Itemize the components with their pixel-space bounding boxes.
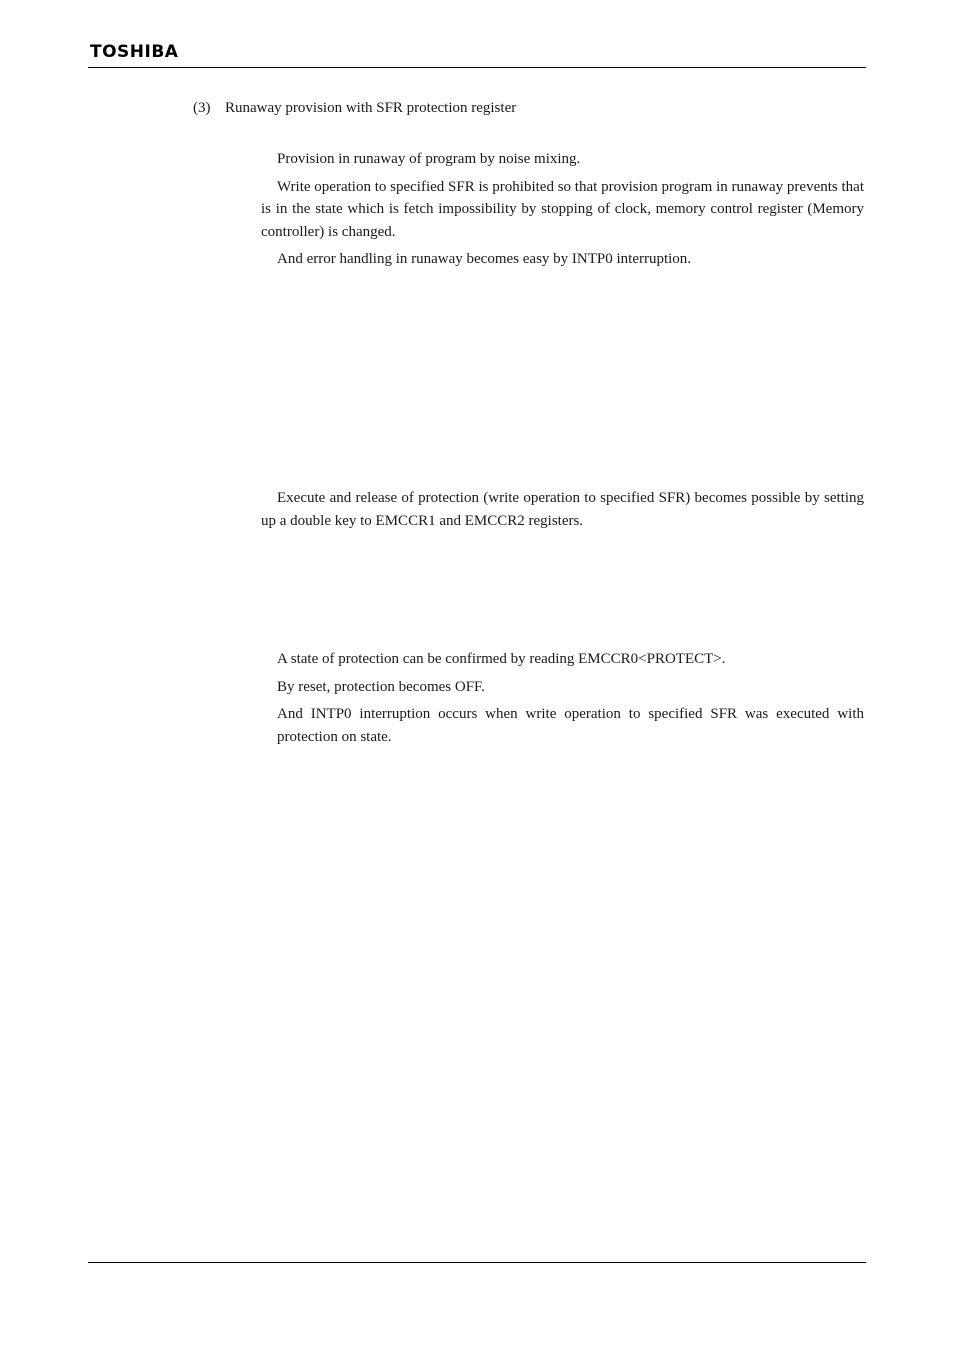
paragraph: Write operation to specified SFR is prohibited so that provision program in runaway prevents that is in the state which is fetch impossibility by stopping of clock, memory control register (Memory controller) is changed. xyxy=(261,178,864,240)
paragraph: Provision in runaway of program by noise mixing. xyxy=(277,151,581,167)
paragraph: Execute and release of protection (write operation to specified SFR) becomes possible by setting up a double key to EMCCR1 and EMCCR2 registers. xyxy=(261,490,864,529)
section-number: (3) xyxy=(193,100,211,116)
section-title: Runaway provision with SFR protection register xyxy=(225,100,517,116)
paragraph: And INTP0 interruption occurs when write operation to specified SFR was executed with protection on state. xyxy=(277,706,864,745)
paragraph: A state of protection can be confirmed by reading EMCCR0<PROTECT>. xyxy=(277,651,726,667)
footer-divider xyxy=(88,1262,866,1263)
paragraph: And error handling in runaway becomes easy by INTP0 interruption. xyxy=(277,251,692,267)
middle-text-block xyxy=(261,487,864,537)
intro-text-block xyxy=(261,148,864,276)
notes-text-block xyxy=(261,648,864,753)
toshiba-logo: TOSHIBA xyxy=(90,42,179,62)
paragraph: By reset, protection becomes OFF. xyxy=(277,678,485,695)
header-divider xyxy=(88,67,866,68)
section-heading xyxy=(193,98,516,118)
